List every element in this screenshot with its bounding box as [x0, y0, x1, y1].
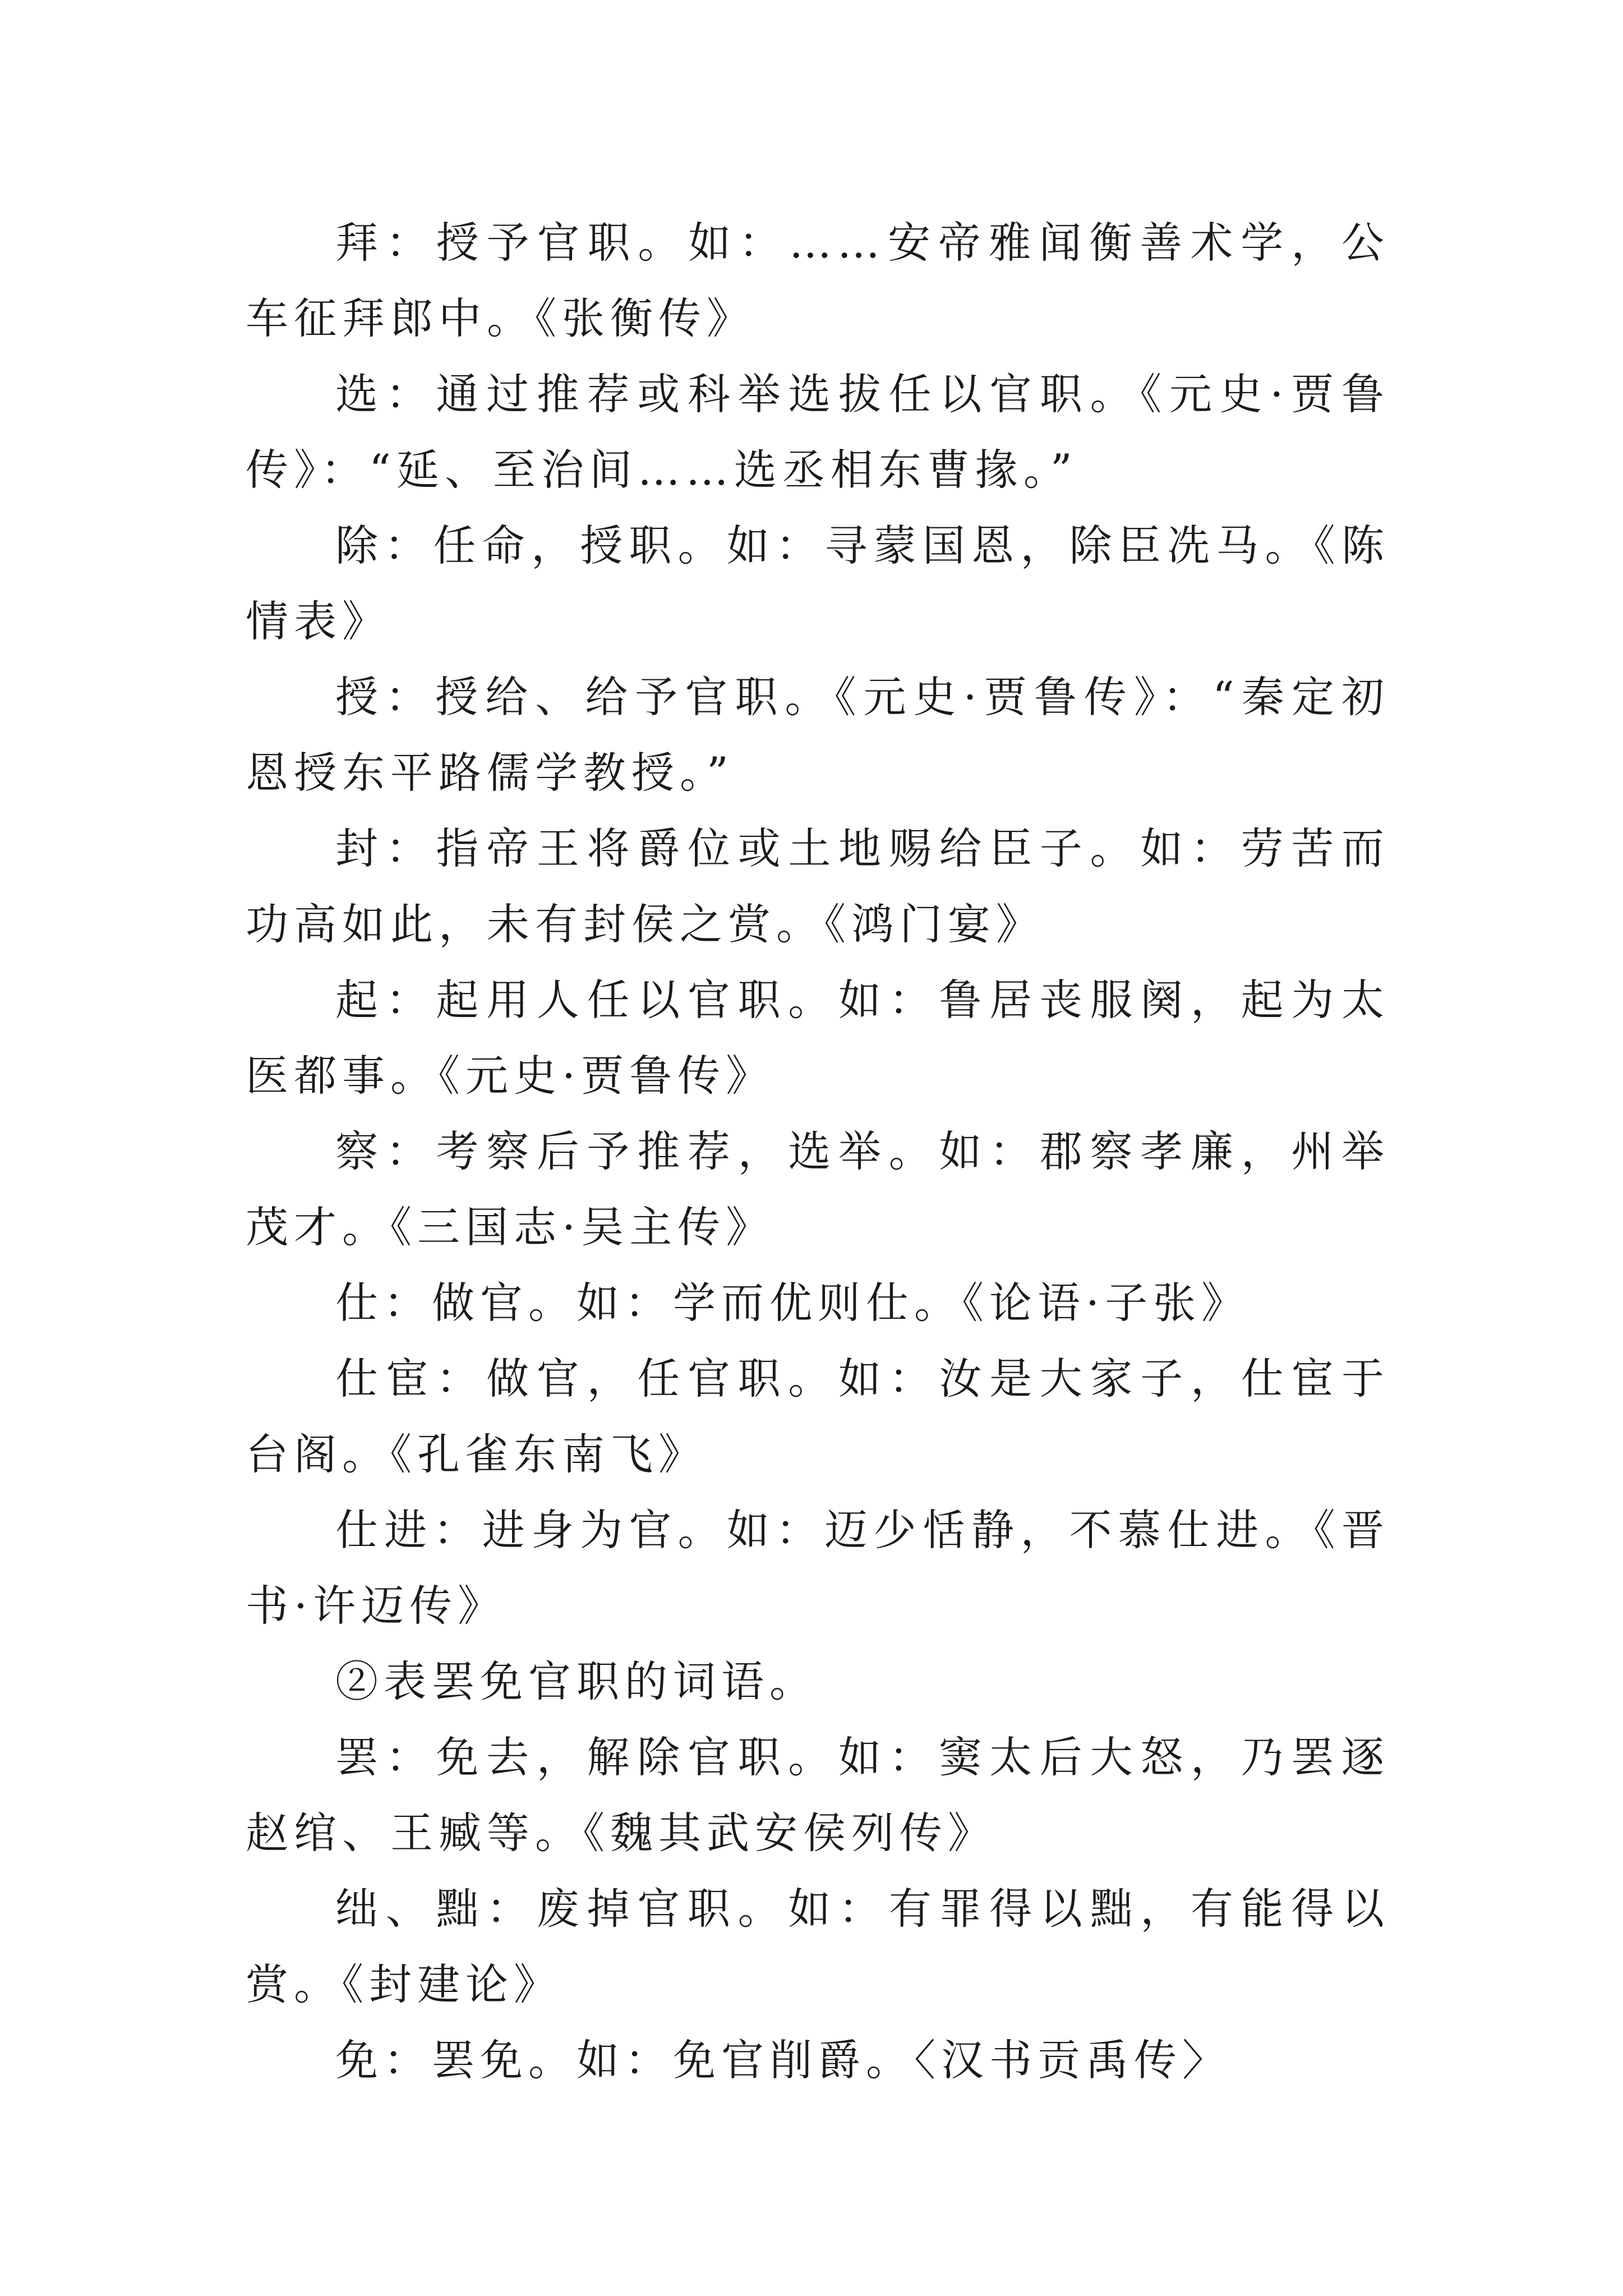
paragraph-bai: 拜：授予官职。如：……安帝雅闻衡善术学，公车征拜郎中。《张衡传》: [246, 218, 1390, 343]
paragraph-qi: 起：起用人任以官职。如：鲁居丧服阕，起为太医都事。《元史·贾鲁传》: [246, 975, 1390, 1101]
paragraph-shou: 授：授给、给予官职。《元史·贾鲁传》：“秦定初恩授东平路儒学教授。”: [246, 672, 1390, 798]
paragraph-xuan: 选：通过推荐或科举选拔任以官职。《元史·贾鲁传》：“延、至治间……选丞相东曹掾。”: [246, 369, 1390, 495]
section-heading-dismissal: ②表罢免官职的词语。: [335, 1657, 818, 1706]
document-body: [246, 205, 1390, 2098]
paragraph-shihuan: 仕宦：做官，任官职。如：汝是大家子，仕宦于台阁。《孔雀东南飞》: [246, 1354, 1390, 1479]
paragraph-shijin: 仕进：进身为官。如：迈少恬静，不慕仕进。《晋书·许迈传》: [246, 1505, 1390, 1631]
paragraph-cha: 察：考察后予推荐，选举。如：郡察孝廉，州举茂才。《三国志·吴主传》: [246, 1126, 1390, 1252]
paragraph-mian: 免：罢免。如：免官削爵。〈汉书贡禹传〉: [335, 2035, 1230, 2085]
paragraph-ba: 罢：免去，解除官职。如：窦太后大怒，乃罢逐赵绾、王臧等。《魏其武安侯列传》: [246, 1732, 1390, 1858]
paragraph-chu-dismiss: 绌、黜：废掉官职。如：有罪得以黜，有能得以赏。《封建论》: [246, 1884, 1390, 2009]
paragraph-chu: 除：任命，授职。如：寻蒙国恩，除臣冼马。《陈情表》: [246, 521, 1390, 646]
paragraph-feng: 封：指帝王将爵位或土地赐给臣子。如：劳苦而功高如此，未有封侯之赏。《鸿门宴》: [246, 823, 1390, 949]
paragraph-shi: 仕：做官。如：学而优则仕。《论语·子张》: [335, 1278, 1250, 1328]
